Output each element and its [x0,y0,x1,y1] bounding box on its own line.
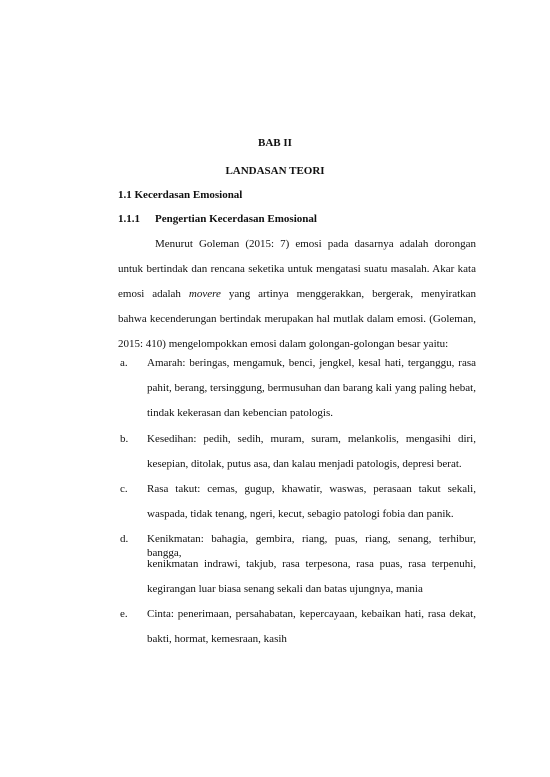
paragraph-line-1: Menurut Goleman (2015: 7) emosi pada dasarnya adalah dorongan [155,238,476,250]
subsection-title: Pengertian Kecerdasan Emosional [155,213,317,225]
paragraph-line-3-part-b: yang artinya menggerakkan, bergerak, menyiratkan [228,288,477,300]
chapter-number: BAB II [258,137,292,149]
paragraph-line-3-emphasis: movere [188,288,221,300]
list-item-b-marker: b. [120,433,129,445]
list-item-d-line-3: kegirangan luar biasa senang sekali dan batas ujungnya, mania [147,583,423,595]
list-item-d-line-1: Kenikmatan: bahagia, gembira, riang, puas, riang, senang, terhibur, bangga, [147,533,476,559]
paragraph-line-2: untuk bertindak dan rencana seketika untuk mengatasi suatu masalah. Akar kata [118,263,476,275]
list-item-a-line-2: pahit, berang, tersinggung, bermusuhan dan barang kali yang paling hebat, [147,382,476,394]
list-item-d-line-2: kenikmatan indrawi, takjub, rasa terpesona, rasa puas, rasa terpenuhi, [147,558,476,570]
list-item-b-line-1: Kesedihan: pedih, sedih, muram, suram, melankolis, mengasihi diri, [147,433,476,445]
paragraph-line-3 [118,287,476,301]
chapter-title: LANDASAN TEORI [225,165,325,177]
list-item-e-line-1: Cinta: penerimaan, persahabatan, kepercayaan, kebaikan hati, rasa dekat, [147,608,476,620]
list-item-c-line-1: Rasa takut: cemas, gugup, khawatir, waswas, perasaan takut sekali, [147,483,476,495]
paragraph-line-5: 2015: 410) mengelompokkan emosi dalam golongan-golongan besar yaitu: [118,338,449,350]
list-item-c-line-2: waspada, tidak tenang, ngeri, kecut, sebagio patologi fobia dan panik. [147,508,454,520]
list-item-a-line-3: tindak kekerasan dan kebencian patologis. [147,407,334,419]
list-item-a-line-1: Amarah: beringas, mengamuk, benci, jengkel, kesal hati, terganggu, rasa [147,357,476,369]
list-item-c-marker: c. [120,483,128,495]
list-item-e-line-2: bakti, hormat, kemesraan, kasih [147,633,287,645]
list-item-d-marker: d. [120,533,129,545]
list-item-e-marker: e. [120,608,128,620]
paragraph-line-4: bahwa kecenderungan bertindak merupakan hal mutlak dalam emosi. (Goleman, [118,313,476,325]
subsection-number: 1.1.1 [118,213,140,225]
list-item-b-line-2: kesepian, ditolak, putus asa, dan kalau menjadi patologis, depresi berat. [147,458,462,470]
paragraph-line-3-part-a: emosi adalah [118,288,181,300]
list-item-a-marker: a. [120,357,128,369]
section-heading: 1.1 Kecerdasan Emosional [118,189,243,201]
